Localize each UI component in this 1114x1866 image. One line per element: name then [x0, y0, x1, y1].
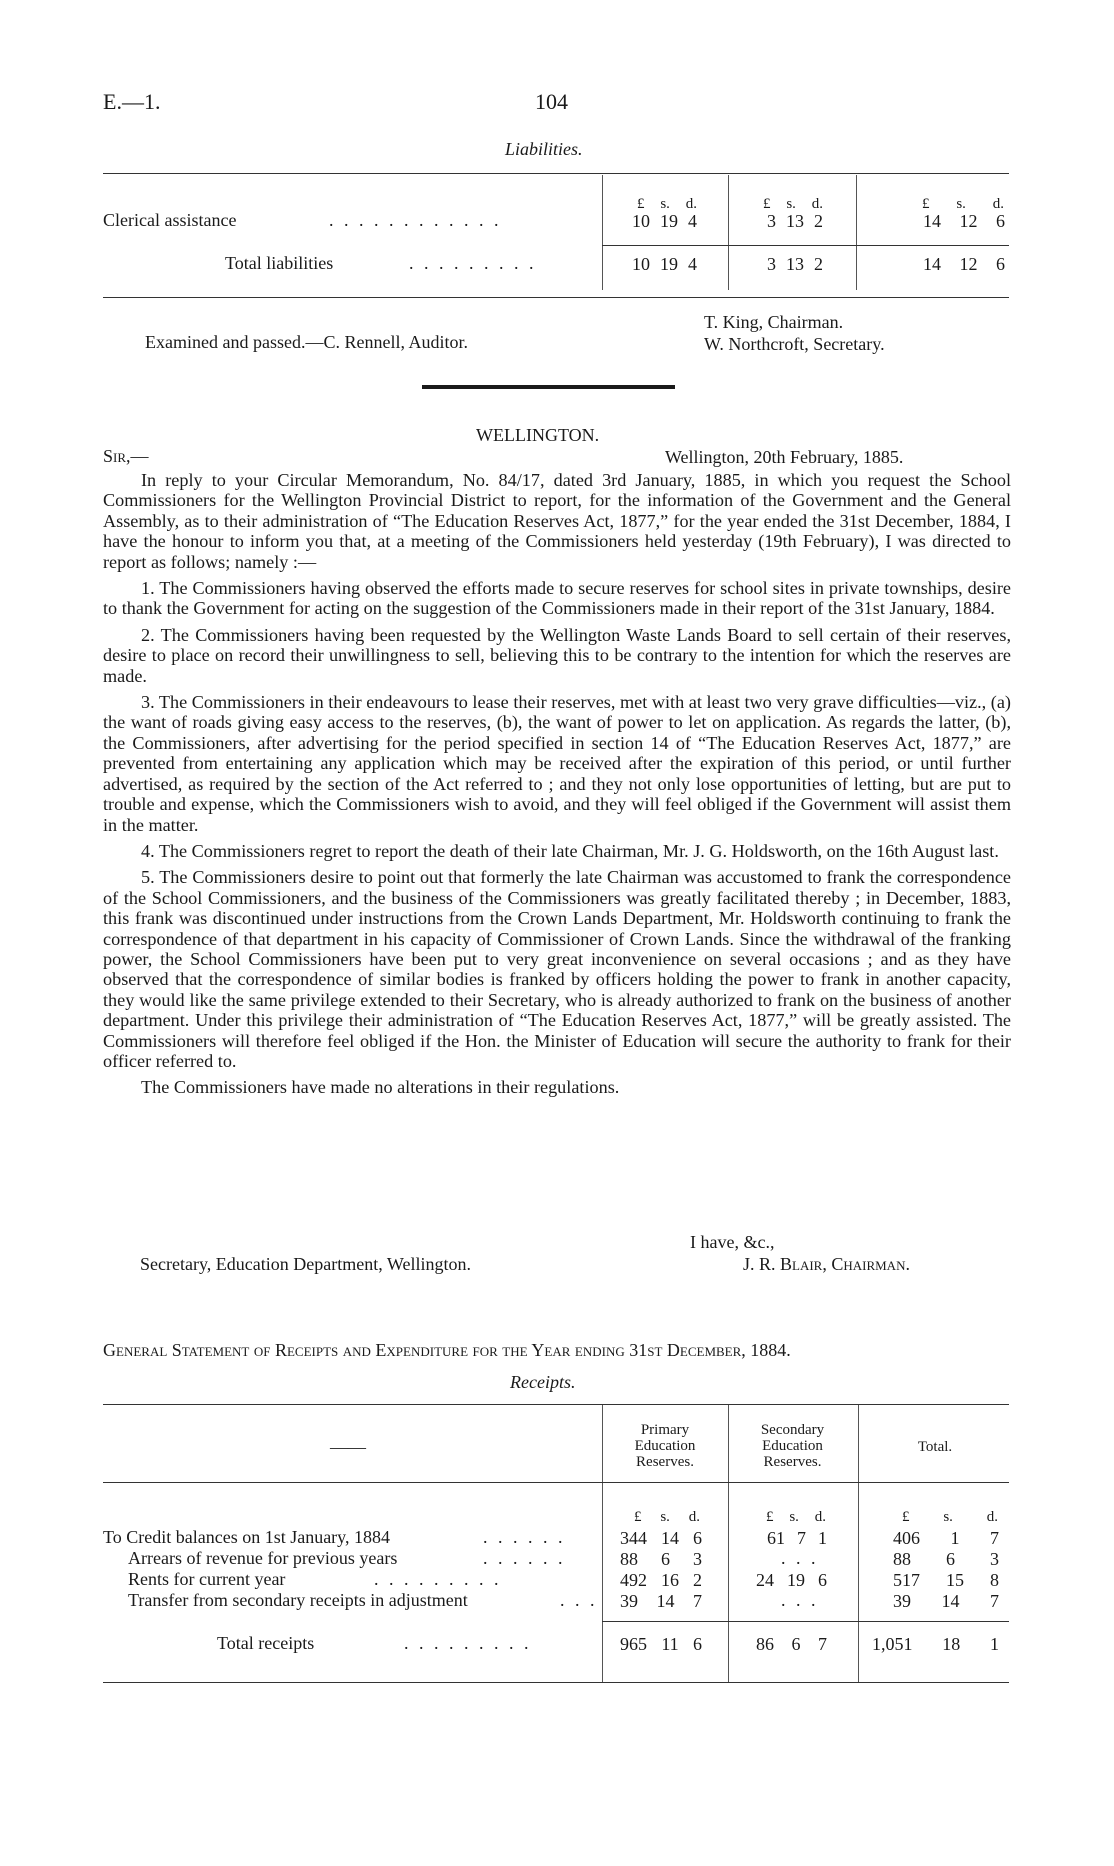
liabilities-sum-rule	[602, 245, 1009, 246]
leader-dots: . . .	[560, 1590, 598, 1610]
receipt-primary: 88 6 3	[620, 1549, 702, 1569]
liabilities-currency-1: £ s. d.	[637, 196, 697, 212]
liability-label: Clerical assistance	[103, 210, 237, 230]
letter-closing: I have, &c.,	[690, 1232, 775, 1252]
letter-addressee: Secretary, Education Department, Wellington.	[140, 1254, 471, 1274]
statement-col-divider-2	[728, 1405, 729, 1682]
liabilities-top-rule	[103, 173, 1009, 174]
total-receipts-total: 1,051 18 1	[872, 1634, 999, 1654]
statement-subtitle: Receipts.	[510, 1372, 576, 1392]
leader-dots: . . . . . . . . .	[409, 253, 537, 273]
statement-currency-primary: £ s. d.	[634, 1509, 700, 1525]
leader-dots: . . . . . .	[483, 1527, 566, 1547]
secretary-line: W. Northcroft, Secretary.	[704, 334, 885, 354]
total-receipts-secondary: 86 6 7	[756, 1634, 827, 1654]
statement-top-rule	[103, 1404, 1009, 1405]
letter-heading: WELLINGTON.	[476, 425, 600, 445]
statement-currency-total: £ s. d.	[902, 1509, 998, 1525]
liability-amount-secondary: 3 13 2	[767, 211, 823, 231]
document-code: E.—1.	[103, 89, 161, 114]
statement-title: General Statement of Receipts and Expenditure for the Year ending 31st December, 1884.	[103, 1340, 791, 1360]
statement-sum-rule	[602, 1621, 1009, 1622]
receipt-secondary: 24 19 6	[756, 1570, 827, 1590]
secondary-column-header: Secondary Education Reserves.	[760, 1422, 825, 1470]
statement-bottom-rule	[103, 1682, 1009, 1683]
liability-amount-primary: 10 19 4	[632, 211, 697, 231]
auditor-line: Examined and passed.—C. Rennell, Auditor.	[145, 332, 468, 352]
letter-paragraph: 4. The Commissioners regret to report the death of their late Chairman, Mr. J. G. Holdsworth, on the 16th August last.	[141, 840, 999, 861]
letter-paragraph: In reply to your Circular Memorandum, No. 84/17, dated 3rd January, 1885, in which you request the School Commissioners for the Wellington Provincial District to report, for the information of the Government and the General Assembly, as to their administration of “The Education Reserves Act, 1877,” for the year ended the 31st December, 1884, I have the honour to inform you that, at a meeting of the Commissioners held yesterday (19th February), I was directed to report as follows; namely :—	[103, 470, 1011, 572]
receipt-primary: 492 16 2	[620, 1570, 702, 1590]
receipt-total: 88 6 3	[893, 1549, 999, 1569]
liability-total-primary: 10 19 4	[632, 254, 697, 274]
liabilities-currency-2: £ s. d.	[763, 196, 823, 212]
statement-col-divider-3	[858, 1405, 859, 1682]
liabilities-col-divider-3	[856, 175, 857, 290]
leader-dots: . . . . . . . . . . . .	[329, 210, 502, 230]
letter-signatory: J. R. Blair, Chairman.	[743, 1254, 910, 1274]
letter-paragraph: 3. The Commissioners in their endeavours to lease their reserves, met with at least two very grave difficulties—viz., (a) the want of roads giving easy access to the reserves, (b), the want of power to let on application. As regards the latter, (b), the Commissioners, after advertising for the period specified in section 14 of “The Education Reserves Act, 1877,” are prevented from entertaining any application which may be received after the expiration of this period, or until further advertised, as required by the section of the Act referred to ; and they not only lose opportunities of letting, but are put to trouble and expense, which the Commissioners wish to avoid, and they will feel obliged if the Government will assist them in the matter.	[103, 692, 1011, 835]
liability-total-label: Total liabilities	[225, 253, 334, 273]
letter-paragraph: The Commissioners have made no alterations in their regulations.	[141, 1077, 620, 1098]
liabilities-col-divider-2	[728, 175, 729, 290]
primary-column-header: Primary Education Reserves.	[634, 1422, 696, 1470]
letter-paragraph: 5. The Commissioners desire to point out that formerly the late Chairman was accustomed to frank the correspondence of the School Commissioners, and the business of the Commissioners was greatly facilitated thereby ; in December, 1883, this frank was discontinued under instructions from the Crown Lands Department, Mr. Holdsworth continuing to frank the correspondence of that department in his capacity of Commissioner of Crown Lands. Since the withdrawal of the franking power, the School Commissioners have been put to very great inconvenience on several occasions ; and as they have observed that the correspondence of similar bodies is franked by officers holding the power to frank in another capacity, they would like the same privilege extended to their Secretary, who is already authorized to frank on the business of another department. Under this privilege their administration of “The Education Reserves Act, 1877,” will be greatly assisted. The Commissioners will therefore feel obliged if the Hon. the Minister of Education will secure the authority to frank for their officer referred to.	[103, 867, 1011, 1071]
total-receipts-primary: 965 11 6	[620, 1634, 702, 1654]
receipt-total: 406 1 7	[893, 1528, 999, 1548]
receipt-secondary: 61 7 1	[767, 1528, 827, 1548]
liabilities-col-divider-1	[602, 175, 603, 290]
receipt-total: 517 15 8	[893, 1570, 999, 1590]
letter-body	[103, 470, 1011, 1098]
header-rule	[103, 1482, 1009, 1483]
letter-paragraph: 2. The Commissioners having been requested by the Wellington Waste Lands Board to sell certain of their reserves, desire to place on record their unwillingness to sell, believing this to be contrary to the intention for which the reserves are made.	[103, 624, 1011, 686]
receipt-primary: 344 14 6	[620, 1528, 702, 1548]
receipt-total: 39 14 7	[893, 1591, 999, 1611]
liability-total-secondary: 3 13 2	[767, 254, 823, 274]
receipt-label: To Credit balances on 1st January, 1884	[103, 1527, 391, 1547]
letter-paragraph: 1. The Commissioners having observed the efforts made to secure reserves for school sites in private townships, desire to thank the Government for acting on the suggestion of the Commissioners made in their report of the 31st January, 1884.	[103, 578, 1011, 619]
letter-date: Wellington, 20th February, 1885.	[665, 447, 904, 467]
liability-total-total: 14 12 6	[923, 254, 1005, 274]
receipt-secondary-empty: . . .	[781, 1590, 819, 1610]
total-receipts-label: Total receipts	[217, 1633, 315, 1653]
section-divider	[422, 385, 675, 389]
liability-amount-total: 14 12 6	[923, 211, 1005, 231]
leader-dots: . . . . . . . . .	[404, 1633, 532, 1653]
statement-description-header: ——	[330, 1437, 366, 1457]
leader-dots: . . . . . . . . .	[374, 1569, 502, 1589]
chairman-line: T. King, Chairman.	[704, 312, 844, 332]
receipt-label: Rents for current year	[128, 1569, 286, 1589]
liabilities-title: Liabilities.	[505, 139, 583, 159]
receipt-label: Arrears of revenue for previous years	[128, 1548, 398, 1568]
statement-currency-secondary: £ s. d.	[766, 1509, 826, 1525]
statement-col-divider-1	[602, 1405, 603, 1682]
liabilities-currency-3: £ s. d.	[922, 196, 1004, 212]
total-column-header: Total.	[917, 1439, 953, 1455]
page-number: 104	[535, 89, 568, 114]
receipt-primary: 39 14 7	[620, 1591, 702, 1611]
receipt-secondary-empty: . . .	[781, 1548, 819, 1568]
liabilities-bottom-rule	[103, 297, 1009, 298]
receipt-label: Transfer from secondary receipts in adjustment	[128, 1590, 468, 1610]
letter-salutation: Sir,—	[103, 446, 149, 466]
leader-dots: . . . . . .	[483, 1548, 566, 1568]
